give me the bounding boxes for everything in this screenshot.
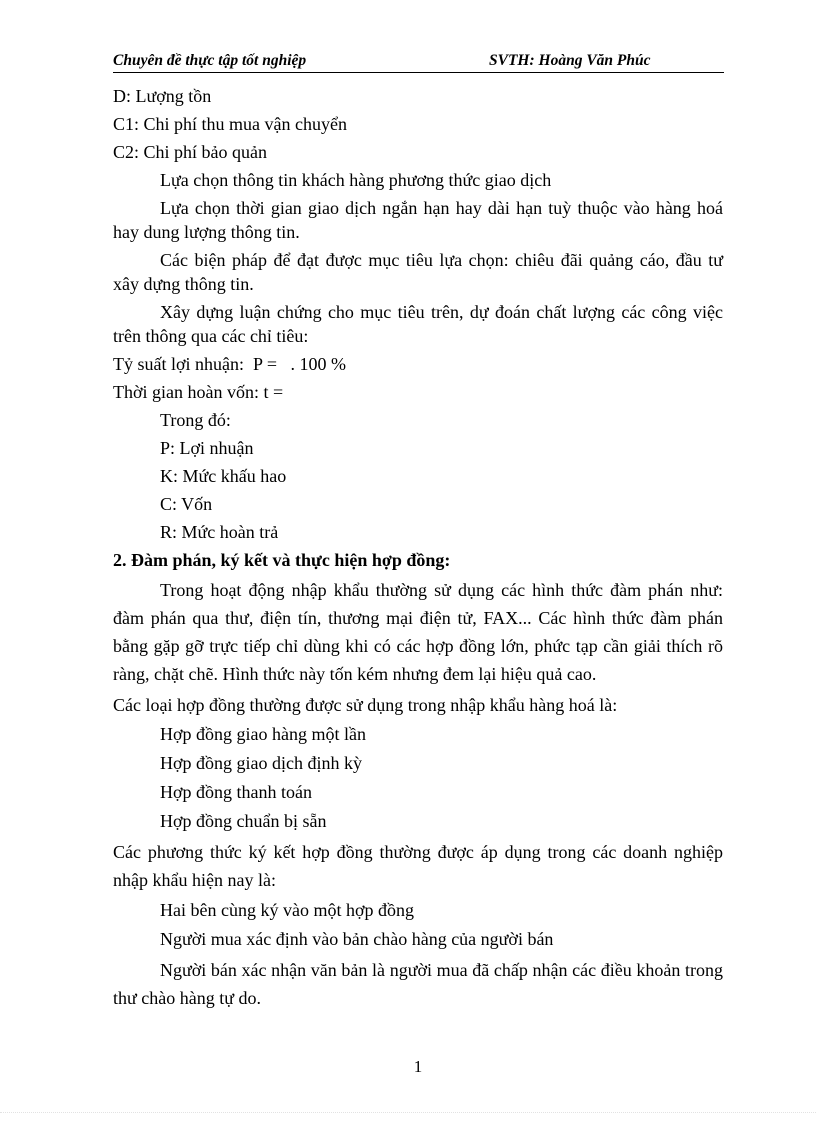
list-item: Hai bên cùng ký vào một hợp đồng bbox=[160, 900, 414, 920]
list-item: Hợp đồng chuẩn bị sẵn bbox=[160, 811, 327, 831]
definition-profit: P: Lợi nhuận bbox=[160, 438, 254, 458]
footer-divider bbox=[0, 1112, 816, 1113]
document-body bbox=[113, 84, 723, 1012]
header-student-name: SVTH: Hoàng Văn Phúc bbox=[489, 52, 651, 69]
line-d-inventory: D: Lượng tồn bbox=[113, 86, 212, 106]
paragraph-select-time: Lựa chọn thời gian giao dịch ngắn hạn hay dài hạn tuỳ thuộc vào hàng hoá hay dung lượng thông tin. bbox=[113, 198, 723, 242]
line-c1-purchase-cost: C1: Chi phí thu mua vận chuyển bbox=[113, 114, 347, 134]
line-c2-storage-cost: C2: Chi phí bảo quản bbox=[113, 142, 267, 162]
paragraph-measures: Các biện pháp để đạt được mục tiêu lựa chọn: chiêu đãi quảng cáo, đầu tư xây dựng thông tin. bbox=[113, 250, 723, 294]
definition-depreciation: K: Mức khấu hao bbox=[160, 466, 287, 486]
list-item: Người mua xác định vào bản chào hàng của người bán bbox=[160, 929, 554, 949]
definition-repayment: R: Mức hoàn trả bbox=[160, 522, 279, 542]
where-label: Trong đó: bbox=[160, 410, 231, 430]
formula-profit-rate: Tỷ suất lợi nhuận: P = . 100 % bbox=[113, 354, 346, 374]
paragraph-build-argument: Xây dựng luận chứng cho mục tiêu trên, dự đoán chất lượng các công việc trên thông qua các chỉ tiêu: bbox=[113, 302, 723, 346]
header-document-title: Chuyên đề thực tập tốt nghiệp bbox=[113, 52, 307, 69]
section-heading: 2. Đàm phán, ký kết và thực hiện hợp đồng: bbox=[113, 550, 451, 570]
formula-payback-time: Thời gian hoàn vốn: t = bbox=[113, 382, 284, 402]
paragraph-negotiation: Trong hoạt động nhập khẩu thường sử dụng các hình thức đàm phán như: đàm phán qua thư, điện tín, thương mại điện tử, FAX... Các hình thức đàm phán bằng gặp gỡ trực tiếp chỉ dùng khi có các hợp đồng lớn, phức tạp cần giải thích rõ ràng, chặt chẽ. Hình thức này tốn kém nhưng đem lại hiệu quả cao. bbox=[113, 580, 723, 684]
list-item: Hợp đồng giao hàng một lần bbox=[160, 724, 366, 744]
paragraph-signing-methods: Các phương thức ký kết hợp đồng thường được áp dụng trong các doanh nghiệp nhập khẩu hiện nay là: bbox=[113, 842, 723, 890]
list-item: Hợp đồng giao dịch định kỳ bbox=[160, 753, 362, 773]
page-number: 1 bbox=[413, 1057, 423, 1076]
list-item: Hợp đồng thanh toán bbox=[160, 782, 312, 802]
paragraph-contract-types: Các loại hợp đồng thường được sử dụng trong nhập khẩu hàng hoá là: bbox=[113, 695, 618, 715]
page-header bbox=[113, 52, 724, 73]
paragraph-select-info: Lựa chọn thông tin khách hàng phương thức giao dịch bbox=[160, 170, 552, 190]
definition-capital: C: Vốn bbox=[160, 494, 213, 514]
paragraph-seller-confirm: Người bán xác nhận văn bản là người mua đã chấp nhận các điều khoản trong thư chào hàng tự do. bbox=[113, 960, 723, 1008]
